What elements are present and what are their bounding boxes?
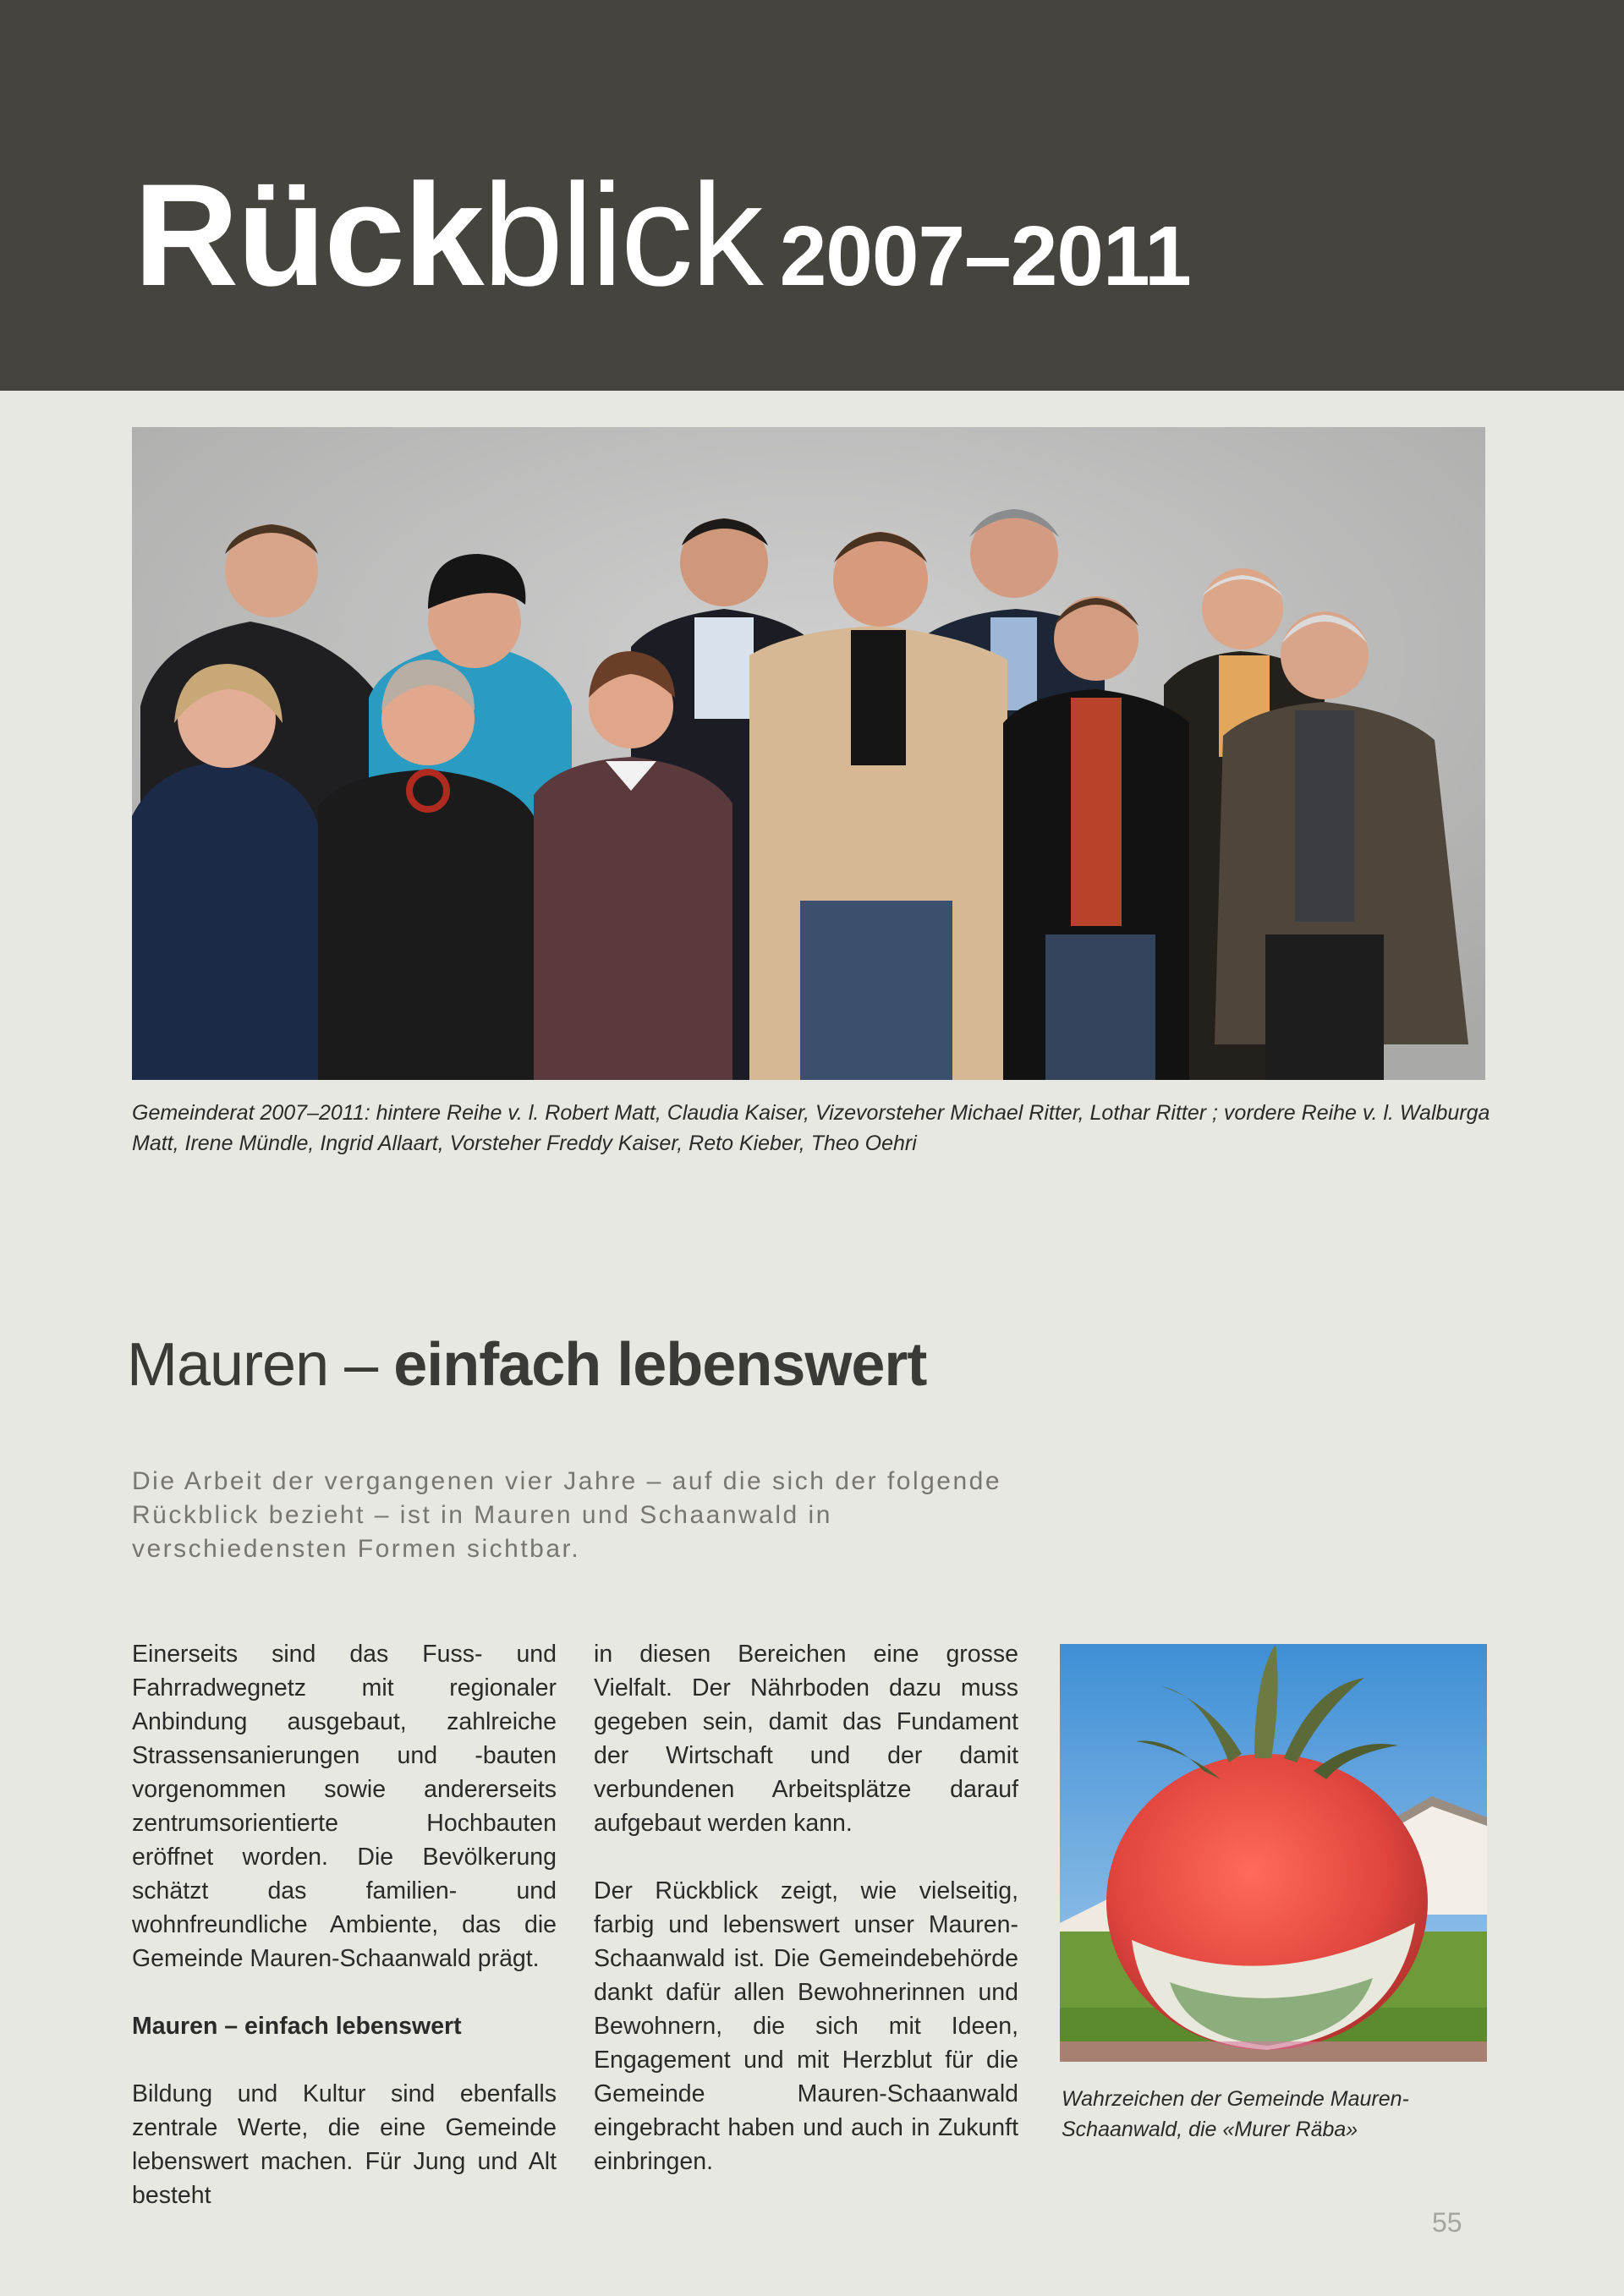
body-paragraph: in diesen Bereichen eine grosse Vielfalt. Der Nährboden dazu muss gegeben sein, damit das Fundament der Wirtschaft und der damit verbundenen Arbeitsplätze darauf aufgebaut werden kann.	[594, 1641, 1018, 1837]
murer-raeba-photo	[1060, 1644, 1487, 2062]
title-light: blick	[482, 154, 761, 316]
body-paragraph: Einerseits sind das Fuss- und Fahrradwegnetz mit regionaler Anbindung ausgebaut, zahlreiche Strassensanierungen und -bauten vorgenommen sowie andererseits zentrumsorientierte Hochbauten eröffnet worden. Die Bevölkerung schätzt das familien- und wohnfreundliche Ambiente, das die Gemeinde Mauren-Schaanwald prägt.	[132, 1641, 557, 1972]
side-photo-caption: Wahrzeichen der Gemeinde Mauren-Schaanwald, die «Murer Räba»	[1062, 2087, 1409, 2141]
page-number: 55	[1432, 2207, 1462, 2238]
body-paragraph: Bildung und Kultur sind ebenfalls zentrale Werte, die eine Gemeinde lebenswert machen. Für Jung und Alt besteht	[132, 2080, 557, 2209]
group-photo-caption: Gemeinderat 2007–2011: hintere Reihe v. l. Robert Matt, Claudia Kaiser, Vizevorsteher Michael Ritter, Lothar Ritter ; vordere Reihe v. l. Walburga Matt, Irene Mündle, Ingrid Allaart, Vorsteher Freddy Kaiser, Reto Kieber, Theo Oehri	[132, 1101, 1490, 1155]
lead-paragraph: Die Arbeit der vergangenen vier Jahre – auf die sich der folgende Rückblick bezieht – ist in Mauren und Schaanwald in verschiedensten Formen sichtbar.	[132, 1467, 1002, 1563]
section-heading-bold: einfach lebenswert	[393, 1331, 927, 1399]
body-subheading: Mauren – einfach lebenswert	[132, 2013, 462, 2040]
body-column-1	[132, 1637, 557, 2246]
council-group-photo	[132, 427, 1485, 1080]
body-column-2	[594, 1637, 1018, 2212]
title-years: 2007–2011	[779, 209, 1191, 304]
page-title	[134, 154, 1191, 316]
section-heading-light: Mauren –	[127, 1331, 394, 1399]
section-heading	[127, 1331, 927, 1399]
title-bold: Rück	[134, 154, 483, 316]
body-paragraph: Der Rückblick zeigt, wie vielseitig, farbig und lebenswert unser Mauren-Schaanwald ist. Die Gemeindebehörde dankt dafür allen Bewohnerinnen und Bewohnern, die sich mit Ideen, Engagement und mit Herzblut für die Gemeinde Mauren-Schaanwald eingebracht haben und auch in Zukunft einbringen.	[594, 1877, 1018, 2175]
